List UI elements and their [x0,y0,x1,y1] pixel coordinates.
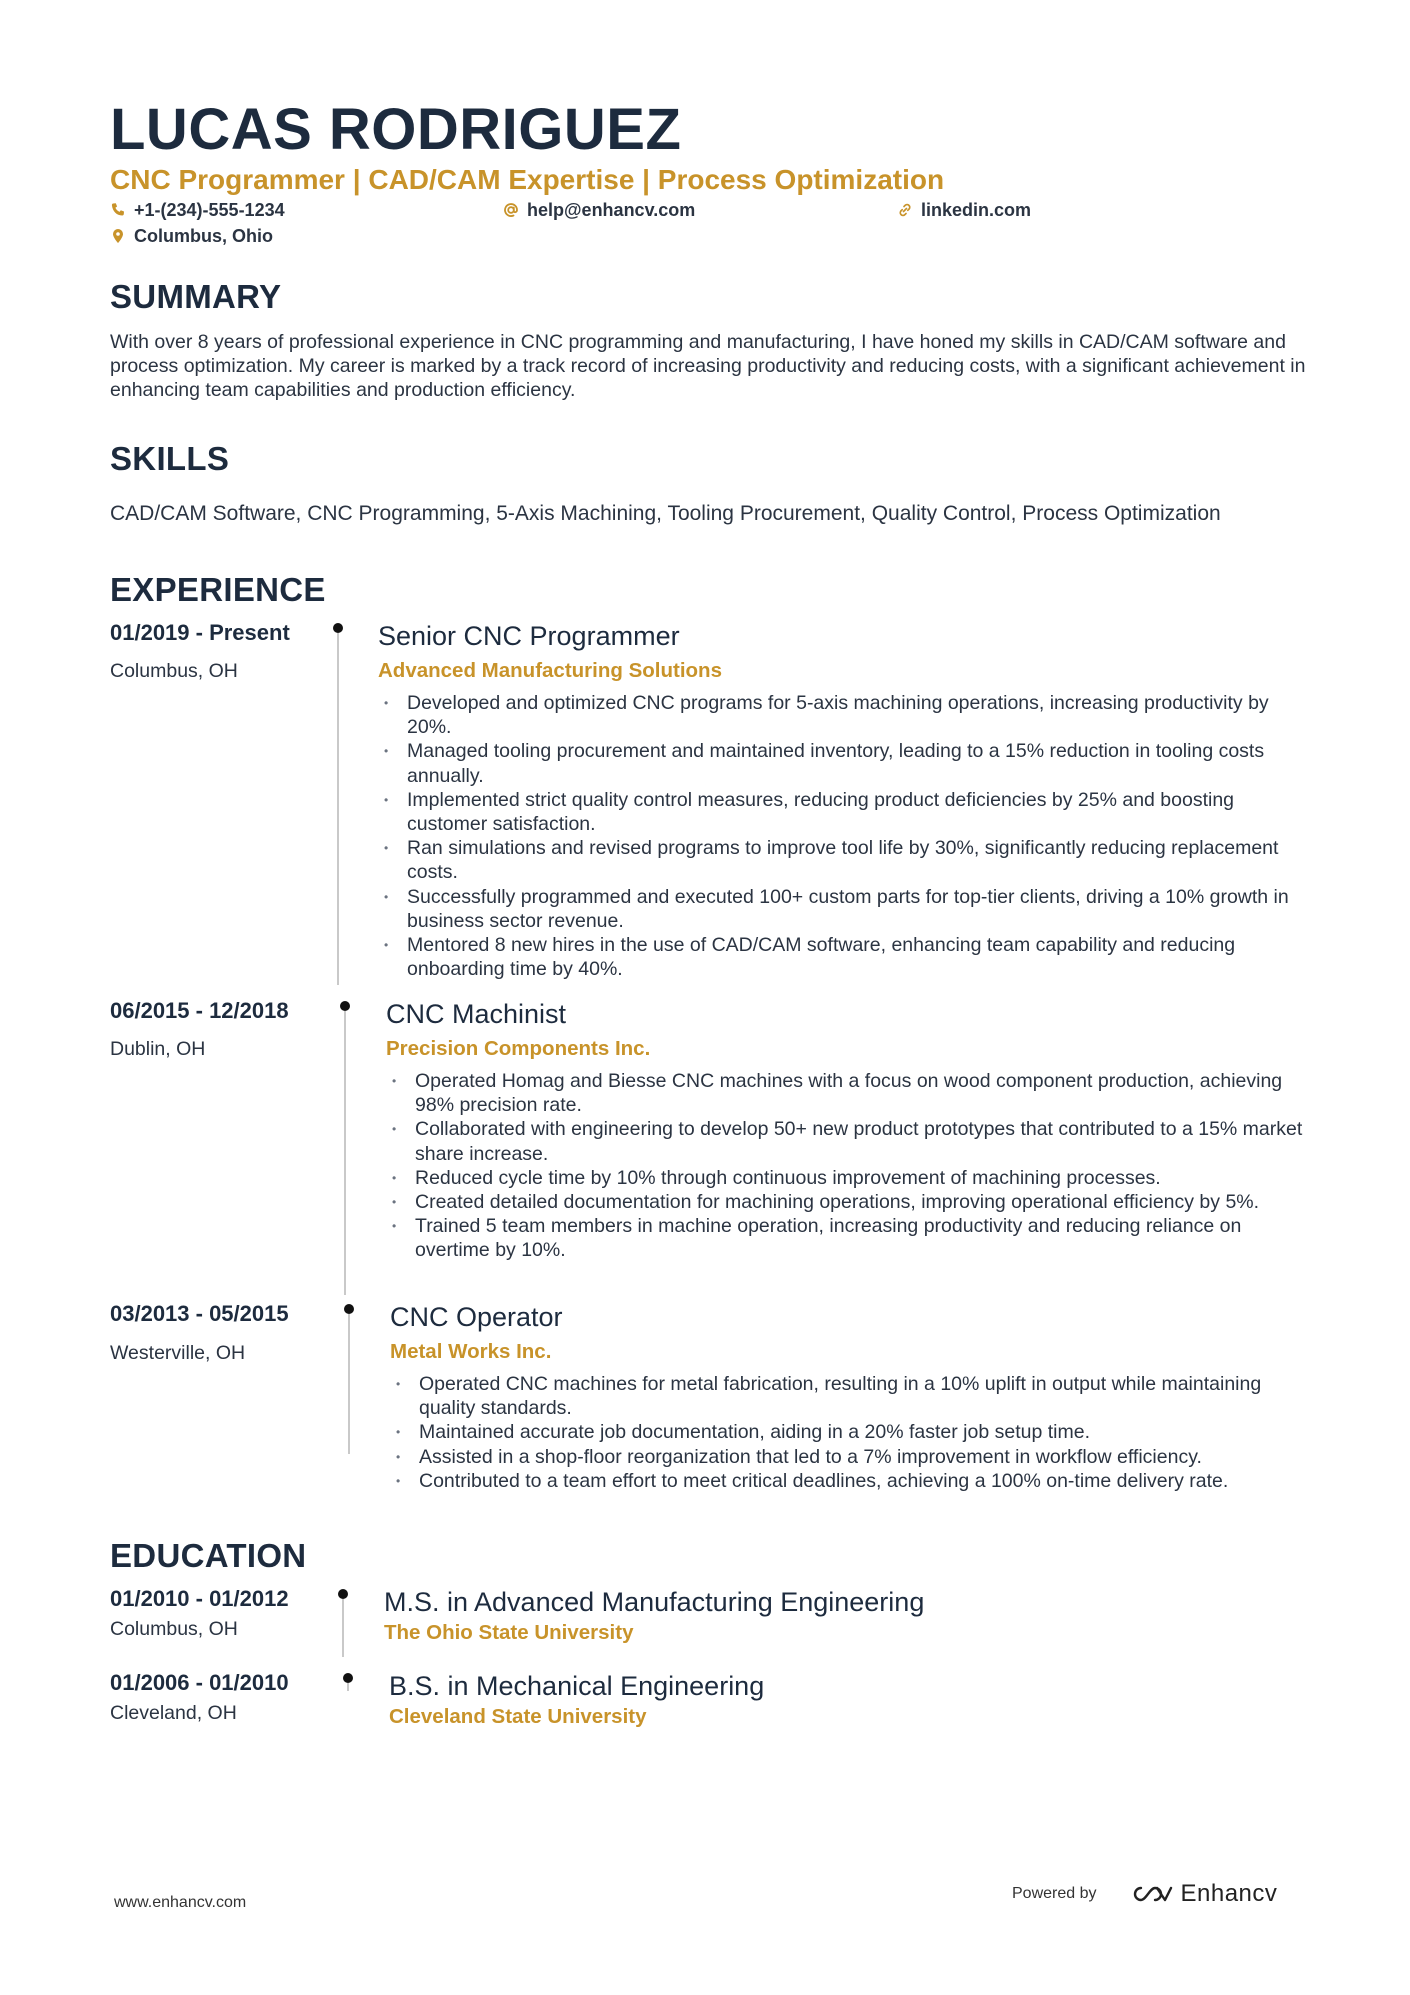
bullet-item: • Ran simulations and revised programs to improve tool life by 30%, significantly reducing replacement costs. [378,836,1308,884]
powered-by-label: Powered by [1012,1885,1097,1902]
bullet-item: • Contributed to a team effort to meet critical deadlines, achieving a 100% on-time delivery rate. [390,1469,1308,1493]
job-title: CNC Operator [390,1302,563,1332]
timeline-line [342,1599,344,1657]
job-date: 06/2015 - 12/2018 [110,998,289,1023]
phone-text: +1-(234)-555-1234 [134,200,285,220]
location-text: Columbus, Ohio [134,226,273,246]
bullet-item: • Operated Homag and Biesse CNC machines with a focus on wood component production, achieving 98% precision rate. [386,1069,1308,1117]
job-date: 03/2013 - 05/2015 [110,1301,289,1326]
contact-location [110,225,273,247]
timeline-line [344,1011,346,1295]
contact-linkedin[interactable] [897,199,1031,221]
bullet-item: • Trained 5 team members in machine operation, increasing productivity and reducing reliance on overtime by 10%. [386,1214,1308,1262]
job-location: Westerville, OH [110,1342,246,1364]
contact-email[interactable] [503,199,695,221]
education-location: Cleveland, OH [110,1702,237,1724]
bullet-item: • Operated CNC machines for metal fabrication, resulting in a 10% uplift in output while maintaining quality standards. [390,1372,1308,1420]
footer-branding [1012,1880,1277,1908]
bullet-item: • Collaborated with engineering to develop 50+ new product prototypes that contributed to a 15% market share increase. [386,1117,1308,1165]
education-location: Columbus, OH [110,1618,238,1640]
bullet-item: • Maintained accurate job documentation, aiding in a 20% faster job setup time. [390,1420,1308,1444]
bullet-item: • Mentored 8 new hires in the use of CAD/CAM software, enhancing team capability and reducing onboarding time by 40%. [378,933,1308,981]
contact-phone [110,199,285,221]
skills-heading: SKILLS [110,440,230,477]
brand-name: Enhancv [1180,1880,1278,1907]
job-bullets [390,1372,1308,1493]
bullet-item: • Created detailed documentation for machining operations, improving operational efficiency by 5%. [386,1190,1308,1214]
bullet-item: • Developed and optimized CNC programs for 5-axis machining operations, increasing productivity by 20%. [378,691,1308,739]
timeline-dot [340,1001,350,1011]
bullet-item: • Successfully programmed and executed 100+ custom parts for top-tier clients, driving a 10% growth in business sector revenue. [378,885,1308,933]
company-name: Precision Components Inc. [386,1037,651,1060]
linkedin-text: linkedin.com [921,200,1032,220]
link-icon [897,202,913,218]
company-name: Metal Works Inc. [390,1340,552,1363]
timeline-dot [333,623,343,633]
job-date: 01/2019 - Present [110,620,290,645]
timeline-line [337,633,339,985]
timeline-dot [344,1304,354,1314]
bullet-item: • Managed tooling procurement and maintained inventory, leading to a 15% reduction in tooling costs annually. [378,739,1308,787]
bullet-item: • Reduced cycle time by 10% through continuous improvement of machining processes. [386,1166,1308,1190]
candidate-name: LUCAS RODRIGUEZ [110,97,682,162]
job-bullets [378,691,1308,981]
timeline-line [348,1314,350,1454]
school-name: The Ohio State University [384,1621,634,1644]
timeline-line [347,1683,349,1691]
skills-list: CAD/CAM Software, CNC Programming, 5-Axis Machining, Tooling Procurement, Quality Control, Process Optimization [110,502,1221,525]
job-bullets [386,1069,1308,1263]
company-name: Advanced Manufacturing Solutions [378,659,722,682]
degree-title: M.S. in Advanced Manufacturing Engineering [384,1587,925,1617]
timeline-dot [343,1673,353,1683]
summary-text: With over 8 years of professional experience in CNC programming and manufacturing, I have honed my skills in CAD/CAM software and process optimization. My career is marked by a track record of increasing productivity and reducing costs, with a significant achievement in enhancing team capabilities and production efficiency. [110,331,1306,401]
at-icon [503,202,519,218]
job-title: CNC Machinist [386,999,567,1029]
bullet-item: • Assisted in a shop-floor reorganization that led to a 7% improvement in workflow efficiency. [390,1445,1308,1469]
education-heading: EDUCATION [110,1537,307,1574]
education-date: 01/2010 - 01/2012 [110,1586,289,1611]
email-text: help@enhancv.com [527,200,696,220]
summary-heading: SUMMARY [110,278,282,315]
degree-title: B.S. in Mechanical Engineering [389,1671,765,1701]
experience-heading: EXPERIENCE [110,571,326,608]
education-date: 01/2006 - 01/2010 [110,1670,289,1695]
job-title: Senior CNC Programmer [378,621,680,651]
footer-site-link[interactable]: www.enhancv.com [114,1894,247,1911]
timeline-dot [338,1589,348,1599]
location-pin-icon [110,228,126,244]
school-name: Cleveland State University [389,1705,647,1728]
job-location: Dublin, OH [110,1038,206,1060]
bullet-item: • Implemented strict quality control measures, reducing product deficiencies by 25% and boosting customer satisfaction. [378,788,1308,836]
job-location: Columbus, OH [110,660,238,682]
phone-icon [110,202,126,218]
headline: CNC Programmer | CAD/CAM Expertise | Process Optimization [110,164,945,195]
enhancv-logo-icon [1125,1882,1173,1906]
